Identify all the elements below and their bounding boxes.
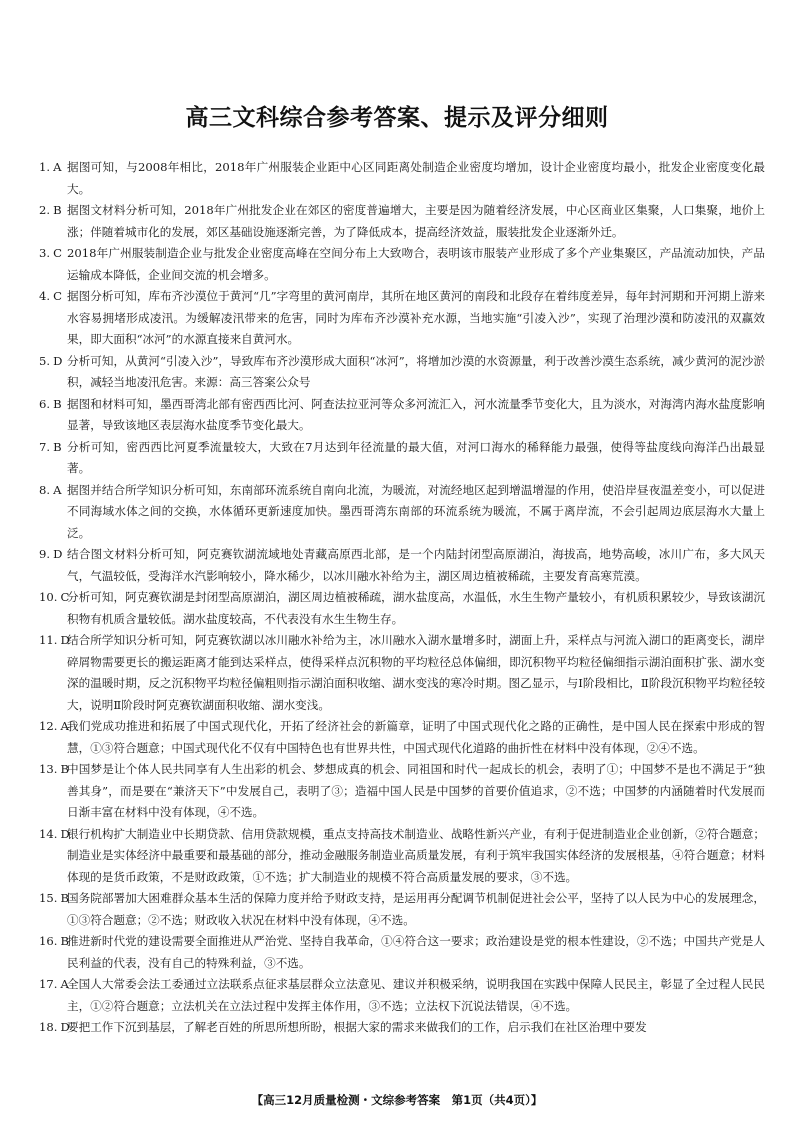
answer-explanation: 推进新时代党的建设需要全面推进从严治党、坚持自我革命，①④符合这一要求；政治建设是党的根本性建设，②不选；中国共产党是人民利益的代表，没有自己的特殊利益，③不选。 [67,934,765,970]
question-number: 15. [39,891,58,905]
answer-item [39,394,765,437]
answer-explanation: 银行机构扩大制造业中长期贷款、信用贷款规模，重点支持高技术制造业、战略性新兴产业，有利于促进制造业企业创新，②符合题意；制造业是实体经济中最重要和最基础的部分，推动金融服务制造业高质量发展，有利于筑牢我国实体经济的发展根基，④符合题意；材料体现的是货币政策，不是财政政策，①不选；扩大制造业的规模不符合高质量发展的要求，③不选。 [67,826,765,884]
answer-choice: B [53,439,62,454]
answer-explanation: 据图可知，与2008年相比，2018年广州服装企业距中心区同距离处制造企业密度均增加，设计企业密度均最小，批发企业密度变化最大。 [67,160,765,196]
question-number: 6. [39,396,51,411]
question-number: 8. [39,482,51,497]
answer-item [39,480,765,545]
answer-explanation: 我们党成功推进和拓展了中国式现代化，开拓了经济社会的新篇章，证明了中国式现代化之路的正确性，是中国人民在探索中形成的智慧，①③符合题意；中国式现代化不仅有中国特色也有世界共性，中国式现代化道路的曲折性在材料中没有体现，②④不选。 [67,719,765,755]
answer-number [39,437,67,459]
answer-number [39,974,67,996]
answer-choice: B [53,396,62,411]
answer-explanation: 2018年广州服装制造企业与批发企业密度高峰在空间分布上大致吻合，表明该市服装产业形成了多个产业集聚区，产品流动加快，产品运输成本降低，企业间交流的机会增多。 [67,246,765,282]
answer-number [39,630,70,652]
question-number: 7. [39,439,51,454]
answer-item [39,888,765,931]
answer-item [39,351,765,394]
answer-choice: B [60,934,69,948]
question-number: 12. [39,719,58,733]
answer-item [39,824,765,889]
answer-number [39,157,67,179]
answer-choice: D [60,1020,70,1034]
question-number: 5. [39,353,51,368]
question-number: 14. [39,826,58,841]
answer-item [39,630,765,716]
answer-number [39,824,70,846]
answer-choice: A [53,482,62,497]
answer-item [39,544,765,587]
answer-explanation: 结合所学知识分析可知，阿克赛钦湖以冰川融水补给为主，冰川融水入湖水量增多时，湖面上升，采样点与河流入湖口的距离变长，湖岸碎屑物需要更长的搬运距离才能到达采样点，使得采样点沉积物的平均粒径总体偏细，即沉积物平均粒径偏细指示湖泊面积扩张、湖水变深的温暖时期，反之沉积物平均粒径偏粗则指示湖泊面积收缩、湖水变浅的寒冷时期。图乙显示，与Ⅰ阶段相比，Ⅱ阶段沉积物平均粒径较大，说明Ⅱ阶段时阿克赛钦湖面积收缩、湖水变浅。 [67,633,765,712]
answer-explanation: 分析可知，阿克赛钦湖是封闭型高原湖泊，湖区周边植被稀疏，湖水盐度高，水温低，水生生物产量较小，有机质积累较少，导致该湖沉积物有机质含量较低。湖水盐度较高，不代表没有水生生物生存。 [67,590,765,626]
answer-number [39,351,67,373]
answer-item [39,286,765,351]
answer-choice: C [53,246,62,260]
answer-item [39,437,765,480]
answer-number [39,286,67,308]
question-number: 3. [39,246,51,260]
question-number: 11. [39,633,58,647]
answer-choice: C [53,289,62,303]
answer-explanation: 要把工作下沉到基层，了解老百姓的所思所想所盼，根据大家的需求来做我们的工作，启示我们在社区治理中要发 [67,1020,647,1034]
answer-number [39,888,67,910]
answer-number [39,1017,70,1039]
answer-explanation: 国务院部署加大困难群众基本生活的保障力度并给予财政支持，是运用再分配调节机制促进社会公平，坚持了以人民为中心的发展理念，①③符合题意；②不选；财政收入状况在材料中没有体现，④不选。 [67,891,765,927]
answer-choice: B [60,891,69,905]
answer-explanation: 全国人大常委会法工委通过立法联系点征求基层群众立法意见、建议并积极采纳，说明我国在实践中保障人民民主，彰显了全过程人民民主，①②符合题意；立法机关在立法过程中发挥主体作用，③不选；立法权下沉说法错误，④不选。 [67,977,765,1013]
answer-explanation: 据图分析可知，库布齐沙漠位于黄河“几”字弯里的黄河南岸，其所在地区黄河的南段和北段存在着纬度差异，每年封河期和开河期上游来水容易拥堵形成凌汛。为缓解凌汛带来的危害，同时为库布齐沙漠补充水源，当地实施“引凌入沙”，实现了治理沙漠和防凌汛的双赢效果，即大面积“冰河”的水源直接来自黄河水。 [67,289,765,346]
answer-number [39,716,67,738]
answer-number [39,200,67,222]
page-title: 高三文科综合参考答案、提示及评分细则 [185,105,609,131]
answer-choice: B [53,203,62,217]
answer-choice: C [60,590,70,604]
answer-item [39,716,765,759]
answer-number [39,394,67,416]
answer-number [39,544,67,566]
question-number: 10. [39,590,58,604]
answer-number [39,243,67,265]
answer-explanation: 中国梦是让个体人民共同享有人生出彩的机会、梦想成真的机会、同祖国和时代一起成长的机会，表明了①；中国梦不是也不满足于“独善其身”，而是要在“兼济天下”中发展自己，表明了③；造福中国人民是中国梦的首要价值追求，②不选；中国梦的内涵随着时代发展而日渐丰富在材料中没有体现，④不选。 [67,762,765,819]
question-number: 17. [39,977,58,991]
answer-item [39,243,765,286]
answer-choice: D [53,547,63,561]
answer-item [39,200,765,243]
answer-item [39,1017,765,1039]
answer-explanation: 据图并结合所学知识分析可知，东南部环流系统自南向北流，为暖流，对流经地区起到增温增湿的作用，使沿岸昼夜温差变小，可以促进不同海域水体之间的交换，水体循环更新速度加快。墨西哥湾东南部的环流系统为暖流，不属于离岸流，不会引起周边底层海水大量上泛。 [67,482,765,540]
question-number: 4. [39,289,51,303]
answer-choice: A [60,977,69,991]
answer-choice: A [60,719,69,733]
answer-explanation: 分析可知，从黄河“引凌入沙”，导致库布齐沙漠形成大面积“冰河”，将增加沙漠的水资源量，利于改善沙漠生态系统，减少黄河的泥沙淤积，减轻当地凌汛危害。来源：高三答案公众号 [67,353,765,389]
answer-number [39,931,67,953]
question-number: 2. [39,203,51,217]
answer-choice: D [60,826,70,841]
answer-choice: B [60,762,69,776]
answer-choice: A [53,160,62,174]
answer-number [39,587,70,609]
page-footer: 【高三12月质量检测・文综参考答案 第1页（共4页）】 [251,1093,543,1107]
question-number: 13. [39,762,58,776]
answer-number [39,759,67,781]
question-number: 1. [39,160,51,174]
answer-choice: D [60,633,70,647]
answer-explanation: 据图文材料分析可知，2018年广州批发企业在郊区的密度普遍增大，主要是因为随着经济发展，中心区商业区集聚，人口集聚，地价上涨；伴随着城市化的发展，郊区基础设施逐渐完善，为了降低成本，提高经济效益，服装批发企业逐渐外迁。 [67,203,765,239]
answer-explanation: 据图和材料可知，墨西哥湾北部有密西西比河、阿查法拉亚河等众多河流汇入，河水流量季节变化大，且为淡水，对海湾内海水盐度影响显著，导致该地区表层海水盐度季节变化最大。 [67,396,765,432]
answer-choice: D [53,353,63,368]
answer-list [39,157,765,1039]
answer-item [39,759,765,824]
answer-explanation: 结合图文材料分析可知，阿克赛钦湖流域地处青藏高原西北部，是一个内陆封闭型高原湖泊，海拔高，地势高峻，冰川广布，多大风天气，气温较低，受海洋水汽影响较小，降水稀少，以冰川融水补给为主，湖区周边植被稀疏，主要发育高寒荒漠。 [67,547,765,583]
answer-explanation: 分析可知，密西西比河夏季流量较大，大致在7月达到年径流量的最大值，对河口海水的稀释能力最强，使得等盐度线向海洋凸出最显著。 [67,439,765,475]
answer-item [39,974,765,1017]
answer-number [39,480,67,502]
answer-item [39,157,765,200]
answer-item [39,587,765,630]
question-number: 18. [39,1020,58,1034]
question-number: 16. [39,934,58,948]
question-number: 9. [39,547,51,561]
answer-item [39,931,765,974]
